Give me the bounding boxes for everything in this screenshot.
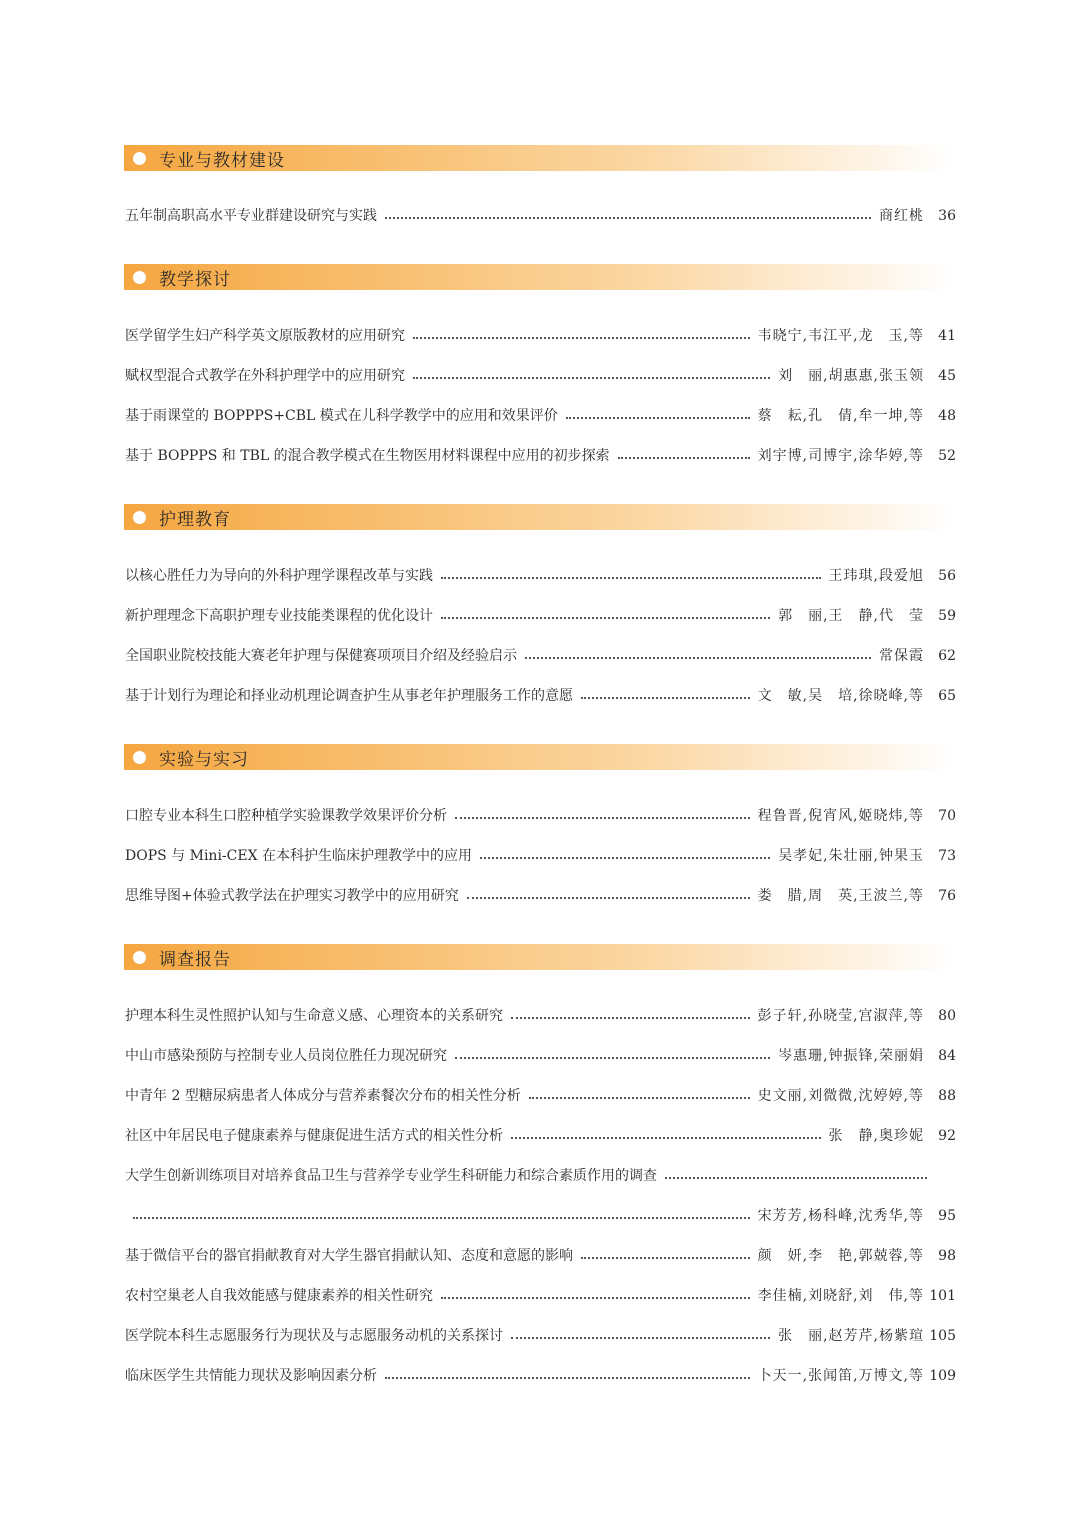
entry-authors: 常保霞 (879, 648, 924, 664)
toc-entry[interactable] (125, 405, 956, 427)
dot-leader (665, 1177, 927, 1179)
toc-entry[interactable] (125, 1005, 956, 1027)
entry-page: 59 (938, 608, 956, 624)
toc-entry[interactable] (125, 325, 956, 347)
dot-leader (385, 217, 871, 219)
entry-authors: 程鲁晋,倪宵风,姬晓炜,等 (757, 808, 924, 824)
entry-authors: 张 静,奥珍妮 (828, 1128, 924, 1144)
entry-authors: 张 丽,赵芳芹,杨紫瑄 (778, 1328, 924, 1344)
entry-page: 76 (938, 888, 956, 904)
entry-page: 98 (938, 1248, 956, 1264)
bullet-dot-icon (133, 152, 146, 165)
toc-entry[interactable] (125, 565, 956, 587)
entry-authors: 王玮琪,段爱旭 (828, 568, 924, 584)
toc-entry[interactable] (125, 885, 956, 907)
entry-page: 105 (929, 1328, 956, 1344)
entry-title: 中山市感染预防与控制专业人员岗位胜任力现况研究 (125, 1048, 447, 1064)
entry-title: 赋权型混合式教学在外科护理学中的应用研究 (125, 368, 405, 384)
bullet-dot-icon (133, 511, 146, 524)
dot-leader (581, 1257, 750, 1259)
entry-authors: 岑惠珊,钟振锋,荣丽娟 (778, 1048, 924, 1064)
dot-leader (618, 457, 750, 459)
dot-leader (441, 577, 821, 579)
entry-title: DOPS 与 Mini-CEX 在本科护生临床护理教学中的应用 (125, 848, 472, 864)
section-title: 护理教育 (159, 509, 231, 530)
entry-authors: 韦晓宁,韦江平,龙 玉,等 (757, 328, 924, 344)
entry-authors: 彭子轩,孙晓莹,宫淑萍,等 (757, 1008, 924, 1024)
toc-entry[interactable] (125, 805, 956, 827)
toc-entry[interactable] (125, 605, 956, 627)
entry-page: 65 (938, 688, 956, 704)
entry-title: 护理本科生灵性照护认知与生命意义感、心理资本的关系研究 (125, 1008, 503, 1024)
section-title: 教学探讨 (159, 269, 231, 290)
entry-title: 全国职业院校技能大赛老年护理与保健赛项项目介绍及经验启示 (125, 648, 517, 664)
dot-leader (385, 1377, 750, 1379)
entry-page: 95 (938, 1208, 956, 1224)
dot-leader (511, 1017, 750, 1019)
toc-entry[interactable] (125, 365, 956, 387)
dot-leader (413, 377, 770, 379)
toc-entry[interactable] (125, 845, 956, 867)
dot-leader (455, 817, 750, 819)
entry-title: 中青年 2 型糖尿病患者人体成分与营养素餐次分布的相关性分析 (125, 1088, 521, 1104)
entry-page: 48 (938, 408, 956, 424)
entry-title: 医学留学生妇产科学英文原版教材的应用研究 (125, 328, 405, 344)
toc-entry[interactable] (125, 205, 956, 227)
entry-title: 新护理理念下高职护理专业技能类课程的优化设计 (125, 608, 433, 624)
entry-title: 口腔专业本科生口腔种植学实验课教学效果评价分析 (125, 808, 447, 824)
entry-title: 社区中年居民电子健康素养与健康促进生活方式的相关性分析 (125, 1128, 503, 1144)
entry-page: 92 (938, 1128, 956, 1144)
section-header (124, 744, 954, 770)
section-title: 调查报告 (159, 949, 231, 970)
entry-title: 基于 BOPPPS 和 TBL 的混合教学模式在生物医用材料课程中应用的初步探索 (125, 448, 610, 464)
entry-page: 45 (938, 368, 956, 384)
toc-entry[interactable] (125, 1245, 956, 1267)
toc-entry[interactable] (125, 645, 956, 667)
section-header (124, 264, 954, 290)
dot-leader (480, 857, 770, 859)
bullet-dot-icon (133, 951, 146, 964)
entry-title: 五年制高职高水平专业群建设研究与实践 (125, 208, 377, 224)
bullet-dot-icon (133, 271, 146, 284)
bullet-dot-icon (133, 751, 146, 764)
section-header (124, 145, 954, 171)
toc-entry[interactable] (125, 1085, 956, 1107)
toc-entry[interactable] (125, 1045, 956, 1067)
dot-leader (511, 1137, 821, 1139)
dot-leader (566, 417, 750, 419)
toc-entry[interactable] (125, 1325, 956, 1347)
entry-page: 36 (938, 208, 956, 224)
toc-entry[interactable] (125, 1365, 956, 1387)
entry-page: 62 (938, 648, 956, 664)
entry-authors: 刘 丽,胡惠惠,张玉领 (778, 368, 924, 384)
section-header (124, 504, 954, 530)
dot-leader (511, 1337, 770, 1339)
section-header (124, 944, 954, 970)
entry-title: 农村空巢老人自我效能感与健康素养的相关性研究 (125, 1288, 433, 1304)
entry-authors: 卜天一,张闻笛,万博文,等 (757, 1368, 924, 1384)
entry-authors: 蔡 耘,孔 倩,牟一坤,等 (757, 408, 924, 424)
dot-leader (441, 617, 770, 619)
entry-title: 临床医学生共情能力现状及影响因素分析 (125, 1368, 377, 1384)
toc-entry[interactable] (125, 445, 956, 467)
dot-leader (441, 1297, 750, 1299)
dot-leader (455, 1057, 770, 1059)
entry-page: 101 (929, 1288, 956, 1304)
toc-entry-continuation[interactable] (133, 1205, 956, 1227)
entry-page: 56 (938, 568, 956, 584)
section-title: 专业与教材建设 (159, 150, 285, 171)
entry-page: 52 (938, 448, 956, 464)
entry-title: 以核心胜任力为导向的外科护理学课程改革与实践 (125, 568, 433, 584)
entry-authors: 刘宇博,司博宇,涂华婷,等 (757, 448, 924, 464)
section-title: 实验与实习 (159, 749, 249, 770)
toc-entry[interactable] (125, 1125, 956, 1147)
entry-authors: 吴孝妃,朱壮丽,钟果玉 (778, 848, 924, 864)
entry-authors: 李佳楠,刘晓舒,刘 伟,等 (757, 1288, 924, 1304)
entry-page: 70 (938, 808, 956, 824)
entry-page: 41 (938, 328, 956, 344)
entry-authors: 宋芳芳,杨科峰,沈秀华,等 (757, 1208, 924, 1224)
entry-authors: 史文丽,刘微微,沈婷婷,等 (757, 1088, 924, 1104)
entry-authors: 文 敏,吴 培,徐晓峰,等 (757, 688, 924, 704)
toc-entry-first-line[interactable] (125, 1165, 927, 1187)
entry-page: 84 (938, 1048, 956, 1064)
toc-entry[interactable] (125, 685, 956, 707)
entry-page: 109 (929, 1368, 956, 1384)
entry-authors: 娄 腊,周 英,王波兰,等 (757, 888, 924, 904)
dot-leader (413, 337, 750, 339)
entry-title: 基于微信平台的器官捐献教育对大学生器官捐献认知、态度和意愿的影响 (125, 1248, 573, 1264)
entry-page: 80 (938, 1008, 956, 1024)
entry-authors: 商红桃 (879, 208, 924, 224)
entry-title: 思维导图+体验式教学法在护理实习教学中的应用研究 (125, 888, 459, 904)
entry-title: 医学院本科生志愿服务行为现状及与志愿服务动机的关系探讨 (125, 1328, 503, 1344)
dot-leader (581, 697, 750, 699)
entry-authors: 郭 丽,王 静,代 莹 (778, 608, 924, 624)
entry-page: 88 (938, 1088, 956, 1104)
dot-leader (133, 1217, 750, 1219)
dot-leader (525, 657, 871, 659)
toc-entry[interactable] (125, 1285, 956, 1307)
dot-leader (529, 1097, 750, 1099)
entry-page: 73 (938, 848, 956, 864)
dot-leader (467, 897, 750, 899)
entry-title: 基于计划行为理论和择业动机理论调查护生从事老年护理服务工作的意愿 (125, 688, 573, 704)
entry-title: 基于雨课堂的 BOPPPS+CBL 模式在儿科学教学中的应用和效果评价 (125, 408, 558, 424)
entry-authors: 颜 妍,李 艳,郭兢蓉,等 (757, 1248, 924, 1264)
entry-title: 大学生创新训练项目对培养食品卫生与营养学专业学生科研能力和综合素质作用的调查 (125, 1168, 657, 1184)
